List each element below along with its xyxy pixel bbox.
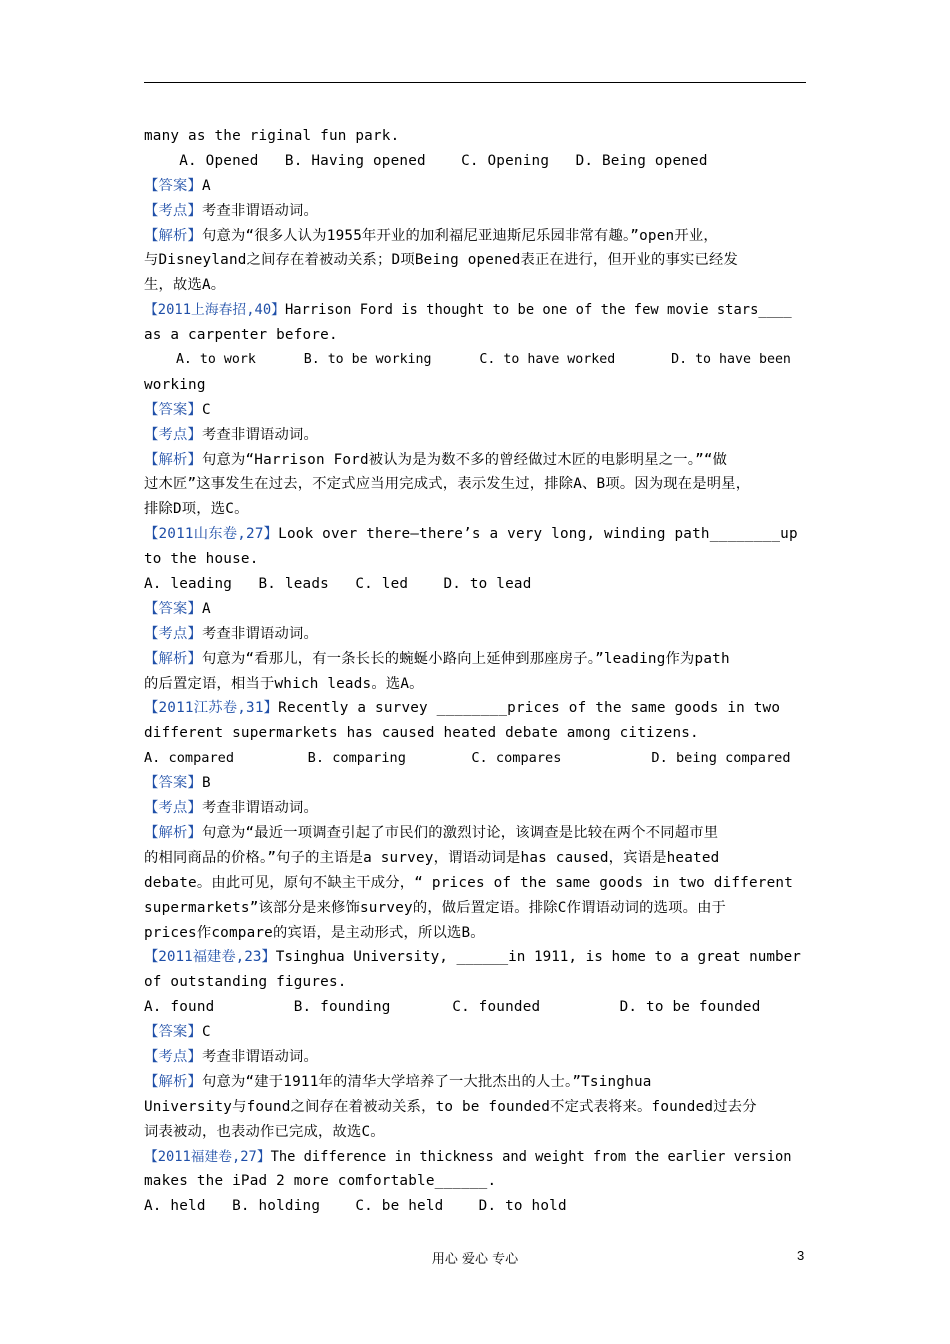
text-line: 【解析】句意为“看那儿，有一条长长的蜿蜒小路向上延伸到那座房子。”leading作为path [144,650,730,667]
text-line: 【考点】考查非谓语动词。 [144,202,318,219]
section-label: 【解析】 [144,451,202,468]
text-line: A. to work B. to be working C. to have worked D. to have been [144,352,791,368]
text-line: 【2011江苏卷,31】Recently a survey ________prices of the same goods in two [144,700,781,717]
text-line: 【考点】考查非谓语动词。 [144,426,318,443]
text-line: A. found B. founding C. founded D. to be founded [144,999,761,1016]
text-line: A. leading B. leads C. led D. to lead [144,576,532,593]
section-label: 【2011山东卷,27】 [144,526,279,543]
text-line: A. Opened B. Having opened C. Opening D. Being opened [144,152,708,169]
text-line: 【答案】A [144,177,211,194]
text-line: many as the riginal fun park. [144,128,400,144]
section-label: 【解析】 [144,227,202,244]
text-line: 【答案】A [144,600,211,617]
text-line: 词表被动，也表动作已完成，故选C。 [144,1123,385,1140]
text-line: 的后置定语，相当于which leads。选A。 [144,675,424,692]
page-number: 3 [797,1248,805,1263]
text-line: 【2011山东卷,27】Look over there—there’s a very long, winding path________up [144,526,798,543]
section-label: 【考点】 [144,1048,202,1065]
text-line: 【解析】句意为“建于1911年的清华大学培养了一大批杰出的人士。”Tsinghua [144,1073,652,1090]
text-line: 【2011福建卷,27】The difference in thickness and weight from the earlier version [144,1148,792,1165]
page-body [144,124,806,1219]
section-label: 【2011上海春招,40】 [144,302,285,319]
section-label: 【答案】 [144,775,202,792]
text-line: University与found之间存在着被动关系，to be founded不定式表将来。founded过去分 [144,1098,757,1115]
text-line: prices作compare的宾语，是主动形式，所以选B。 [144,924,485,941]
text-line: working [144,376,206,393]
text-line: A. compared B. comparing C. compares D. being compared [144,750,791,767]
text-line: 【解析】句意为“很多人认为1955年开业的加利福尼亚迪斯尼乐园非常有趣。”open开业， [144,227,718,244]
text-line: as a carpenter before. [144,327,338,344]
section-label: 【考点】 [144,800,202,817]
text-line: different supermarkets has caused heated debate among citizens. [144,725,699,742]
text-line: 【答案】C [144,1024,211,1041]
text-line: 生，故选A。 [144,277,226,294]
text-line: 【考点】考查非谓语动词。 [144,800,318,817]
section-label: 【答案】 [144,1024,202,1041]
text-line: debate。由此可见，原句不缺主干成分，“ prices of the same goods in two different [144,874,794,891]
text-line: A. held B. holding C. be held D. to hold [144,1198,567,1215]
section-label: 【答案】 [144,401,202,418]
section-label: 【2011福建卷,23】 [144,949,276,966]
section-label: 【2011福建卷,27】 [144,1148,271,1165]
text-line: 【解析】句意为“最近一项调查引起了市民们的激烈讨论，该调查是比较在两个不同超市里 [144,824,719,841]
text-line: of outstanding figures. [144,974,347,991]
text-line: 与Disneyland之间存在着被动关系；D项Being opened表正在进行，但开业的事实已经发 [144,252,738,269]
text-line: 【考点】考查非谓语动词。 [144,625,318,642]
section-label: 【2011江苏卷,31】 [144,700,279,717]
text-line: 【答案】C [144,401,211,418]
text-line: 【解析】句意为“Harrison Ford被认为是为数不多的曾经做过木匠的电影明星之一。”“做 [144,451,728,468]
text-line: 排除D项，选C。 [144,501,249,518]
section-label: 【答案】 [144,177,202,194]
section-label: 【解析】 [144,824,202,841]
text-line: 【答案】B [144,775,211,792]
text-line: 【2011上海春招,40】Harrison Ford is thought to be one of the few movie stars____ [144,302,792,319]
section-label: 【解析】 [144,1073,202,1090]
section-label: 【答案】 [144,600,202,617]
section-label: 【解析】 [144,650,202,667]
section-label: 【考点】 [144,625,202,642]
text-line: to the house. [144,551,259,568]
text-line: makes the iPad 2 more comfortable______. [144,1173,497,1190]
text-line: 的相同商品的价格。”句子的主语是a survey，谓语动词是has caused，宾语是heated [144,849,720,866]
section-label: 【考点】 [144,426,202,443]
header-rule [144,82,806,83]
text-line: 【考点】考查非谓语动词。 [144,1048,318,1065]
footer-text: 用心 爱心 专心 [431,1252,519,1267]
text-line: 【2011福建卷,23】Tsinghua University, ______in 1911, is home to a great number [144,949,801,966]
section-label: 【考点】 [144,202,202,219]
text-line: supermarkets”该部分是来修饰survey的，做后置定语。排除C作谓语动词的选项。由于 [144,899,727,916]
text-line: 过木匠”这事发生在过去，不定式应当用完成式，表示发生过，排除A、B项。因为现在是明星， [144,476,751,493]
